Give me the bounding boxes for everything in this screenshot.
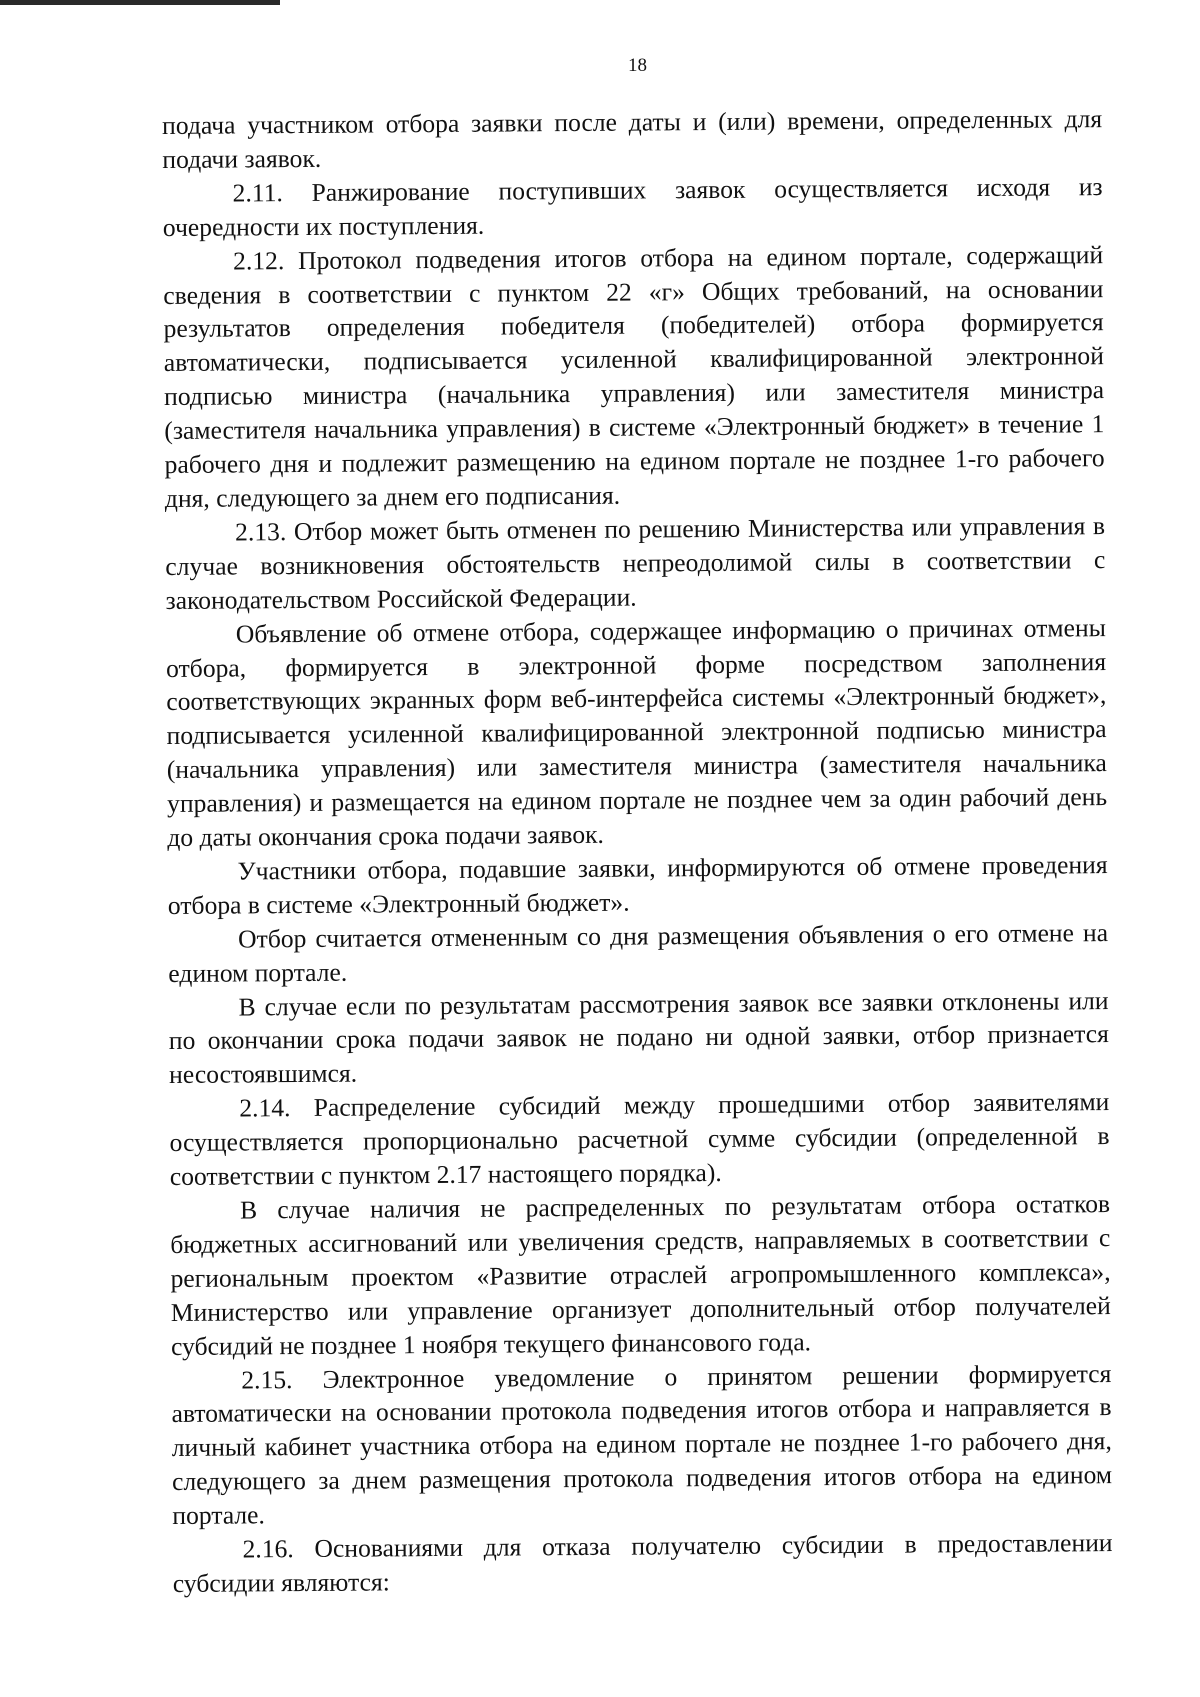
paragraph-continuation: подача участником отбора заявки после даты и (или) времени, определенных для подачи заявок.	[162, 104, 1103, 174]
paragraph-selection-failed: В случае если по результатам рассмотрения заявок все заявки отклонены или по окончании срока подачи заявок не подано ни одной заявки, отбор признается несостоявшимся.	[168, 985, 1109, 1090]
paragraph-2-13: 2.13. Отбор может быть отменен по решению Министерства или управления в случае возникновения обстоятельств непреодолимой силы в соответствии с законодательством Российской Федерации.	[165, 510, 1106, 615]
paragraph-additional-selection: В случае наличия не распределенных по результатам отбора остатков бюджетных ассигнований или увеличения средств, направляемых в соответствии с региональным проектом «Развитие отраслей агропромышленного комплекса», Министерство или управление организует дополнительный отбор получателей субсидий не позднее 1 ноября текущего финансового года.	[170, 1189, 1111, 1361]
paragraph-participants-informed: Участники отбора, подавшие заявки, информируются об отмене проведения отбора в системе «Электронный бюджет».	[167, 850, 1108, 920]
paragraph-selection-cancelled: Отбор считается отмененным со дня размещения объявления о его отмене на едином портале.	[168, 917, 1109, 988]
document-body	[162, 102, 1113, 1601]
paragraph-2-14: 2.14. Распределение субсидий между прошедшими отбор заявителями осуществляется пропорционально расчетной сумме субсидии (определенной в соответствии с пунктом 2.17 настоящего порядка).	[169, 1087, 1110, 1192]
paragraph-2-11: 2.11. Ранжирование поступивших заявок осуществляется исходя из очередности их поступления.	[162, 171, 1103, 242]
page-number: 18	[628, 55, 647, 76]
paragraph-cancellation-notice: Объявление об отмене отбора, содержащее информацию о причинах отмены отбора, формируется в электронной форме посредством заполнения соответствующих экранных форм веб-интерфейса системы «Электронный бюджет», подписывается усиленной квалифицированной электронной подписью министра (начальника управления) или заместителя министра (заместителя начальника управления) и размещается на едином портале не позднее чем за один рабочий день до даты окончания срока подачи заявок.	[165, 612, 1108, 853]
paragraph-2-15: 2.15. Электронное уведомление о принятом решении формируется автоматически на основании протокола подведения итогов отбора и направляется в личный кабинет участника отбора на едином портале не позднее 1-го рабочего дня, следующего за днем размещения протокола подведения итогов отбора на едином портале.	[171, 1358, 1113, 1531]
paragraph-2-12: 2.12. Протокол подведения итогов отбора на едином портале, содержащий сведения в соответствии с пунктом 22 «г» Общих требований, на основании результатов определения победителя (победителей) отбора формируется автоматически, подписывается усиленной квалифицированной электронной подписью министра (начальника управления) или заместителя министра (заместителя начальника управления) в системе «Электронный бюджет» в течение 1 рабочего дня и подлежит размещению на едином портале не позднее 1-го рабочего дня, следующего за днем его подписания.	[163, 239, 1105, 513]
scan-edge-rule	[0, 0, 280, 5]
paragraph-2-16: 2.16. Основаниями для отказа получателю субсидии в предоставлении субсидии являются:	[172, 1528, 1113, 1598]
